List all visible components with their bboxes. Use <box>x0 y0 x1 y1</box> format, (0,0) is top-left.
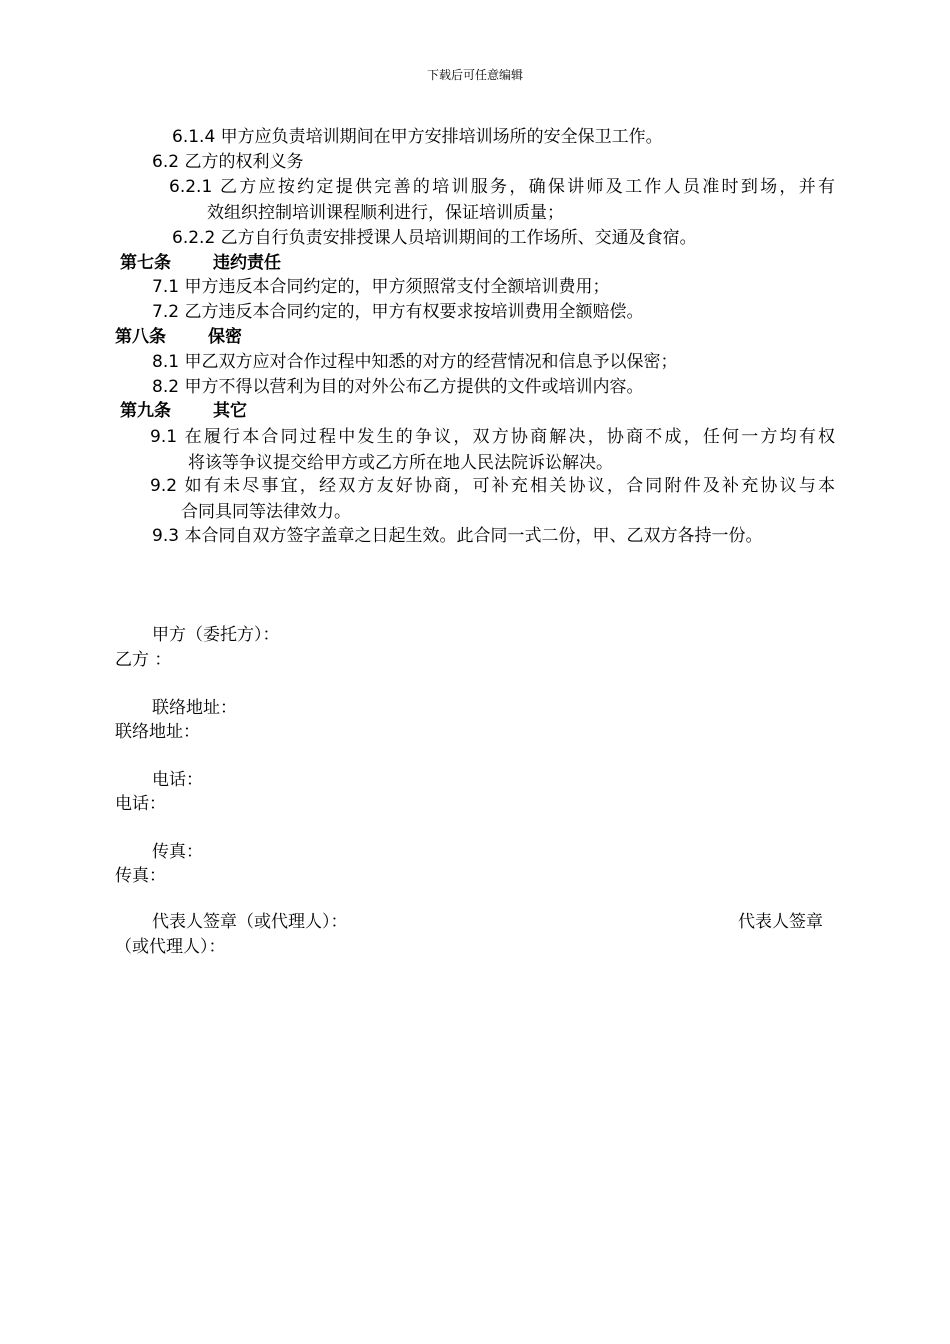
clause-number: 6.2.2 <box>172 228 216 248</box>
party-a-fax: 传真： <box>152 842 203 862</box>
clause-9-heading <box>120 399 247 423</box>
clause-title: 违约责任 <box>213 253 281 273</box>
clause-number: 7.2 <box>152 302 180 322</box>
party-b-phone: 电话： <box>115 794 166 814</box>
clause-number: 7.1 <box>152 277 180 297</box>
party-b-representative-line1: 代表人签章 <box>738 912 823 932</box>
clause-text: 在履行本合同过程中发生的争议，双方协商解决，协商不成，任何一方均有权 <box>184 427 836 447</box>
clause-number: 9.2 <box>150 476 178 496</box>
clause-label: 第九条 <box>120 401 171 421</box>
clause-number: 9.3 <box>152 526 180 546</box>
clause-text: 甲乙双方应对合作过程中知悉的对方的经营情况和信息予以保密； <box>184 352 678 372</box>
page-header: 下载后可任意编辑 <box>426 68 523 82</box>
clause-label: 第八条 <box>115 327 166 347</box>
clause-7-2 <box>152 300 643 324</box>
clause-text: 本合同自双方签字盖章之日起生效。此合同一式二份，甲、乙双方各持一份。 <box>184 526 763 546</box>
clause-text: 甲方应负责培训期间在甲方安排培训场所的安全保卫工作。 <box>220 127 663 147</box>
clause-text: 甲方违反本合同约定的，甲方须照常支付全额培训费用； <box>184 277 610 297</box>
clause-8-1 <box>152 350 677 374</box>
clause-label: 第七条 <box>120 253 171 273</box>
clause-9-1-line2: 将该等争议提交给甲方或乙方所在地人民法院诉讼解决。 <box>188 453 613 473</box>
party-a-label: 甲方（委托方）： <box>152 625 280 645</box>
clause-6-1-4 <box>172 125 663 149</box>
clause-number: 8.2 <box>152 377 180 397</box>
clause-6-2-heading <box>152 150 303 174</box>
clause-number: 6.2 <box>152 152 180 172</box>
clause-number: 9.1 <box>150 427 178 447</box>
party-b-address: 联络地址： <box>115 722 200 742</box>
clause-6-2-1-line2: 效组织控制培训课程顺利进行，保证培训质量； <box>207 203 564 223</box>
party-b-fax: 传真： <box>115 866 166 886</box>
clause-9-2-line1 <box>150 474 835 498</box>
clause-text: 乙方自行负责安排授课人员培训期间的工作场所、交通及食宿。 <box>220 228 697 248</box>
party-a-address: 联络地址： <box>152 698 237 718</box>
clause-title: 保密 <box>208 327 242 347</box>
party-b-label: 乙方 ： <box>115 650 172 670</box>
party-a-phone: 电话： <box>152 770 203 790</box>
clause-number: 8.1 <box>152 352 180 372</box>
party-a-representative: 代表人签章（或代理人）： <box>152 912 348 932</box>
clause-6-2-2 <box>172 226 697 250</box>
clause-9-2-line2: 合同具同等法律效力。 <box>181 502 351 522</box>
clause-9-3 <box>152 524 762 548</box>
party-b-representative-line2: （或代理人）： <box>115 937 226 957</box>
clause-text: 乙方应按约定提供完善的培训服务，确保讲师及工作人员准时到场，并有 <box>219 177 836 197</box>
clause-9-1-line1 <box>150 425 835 449</box>
clause-number: 6.1.4 <box>172 127 216 147</box>
clause-7-1 <box>152 275 609 299</box>
clause-number: 6.2.1 <box>169 177 213 197</box>
clause-title: 其它 <box>213 401 247 421</box>
clause-text: 如有未尽事宜，经双方友好协商，可补充相关协议，合同附件及补充协议与本 <box>184 476 836 496</box>
clause-8-2 <box>152 375 643 399</box>
clause-text: 甲方不得以营利为目的对外公布乙方提供的文件或培训内容。 <box>184 377 644 397</box>
clause-7-heading <box>120 251 281 275</box>
clause-text: 乙方的权利义务 <box>184 152 304 172</box>
clause-text: 乙方违反本合同约定的，甲方有权要求按培训费用全额赔偿。 <box>184 302 644 322</box>
clause-6-2-1-line1 <box>169 175 835 199</box>
clause-8-heading <box>115 325 242 349</box>
